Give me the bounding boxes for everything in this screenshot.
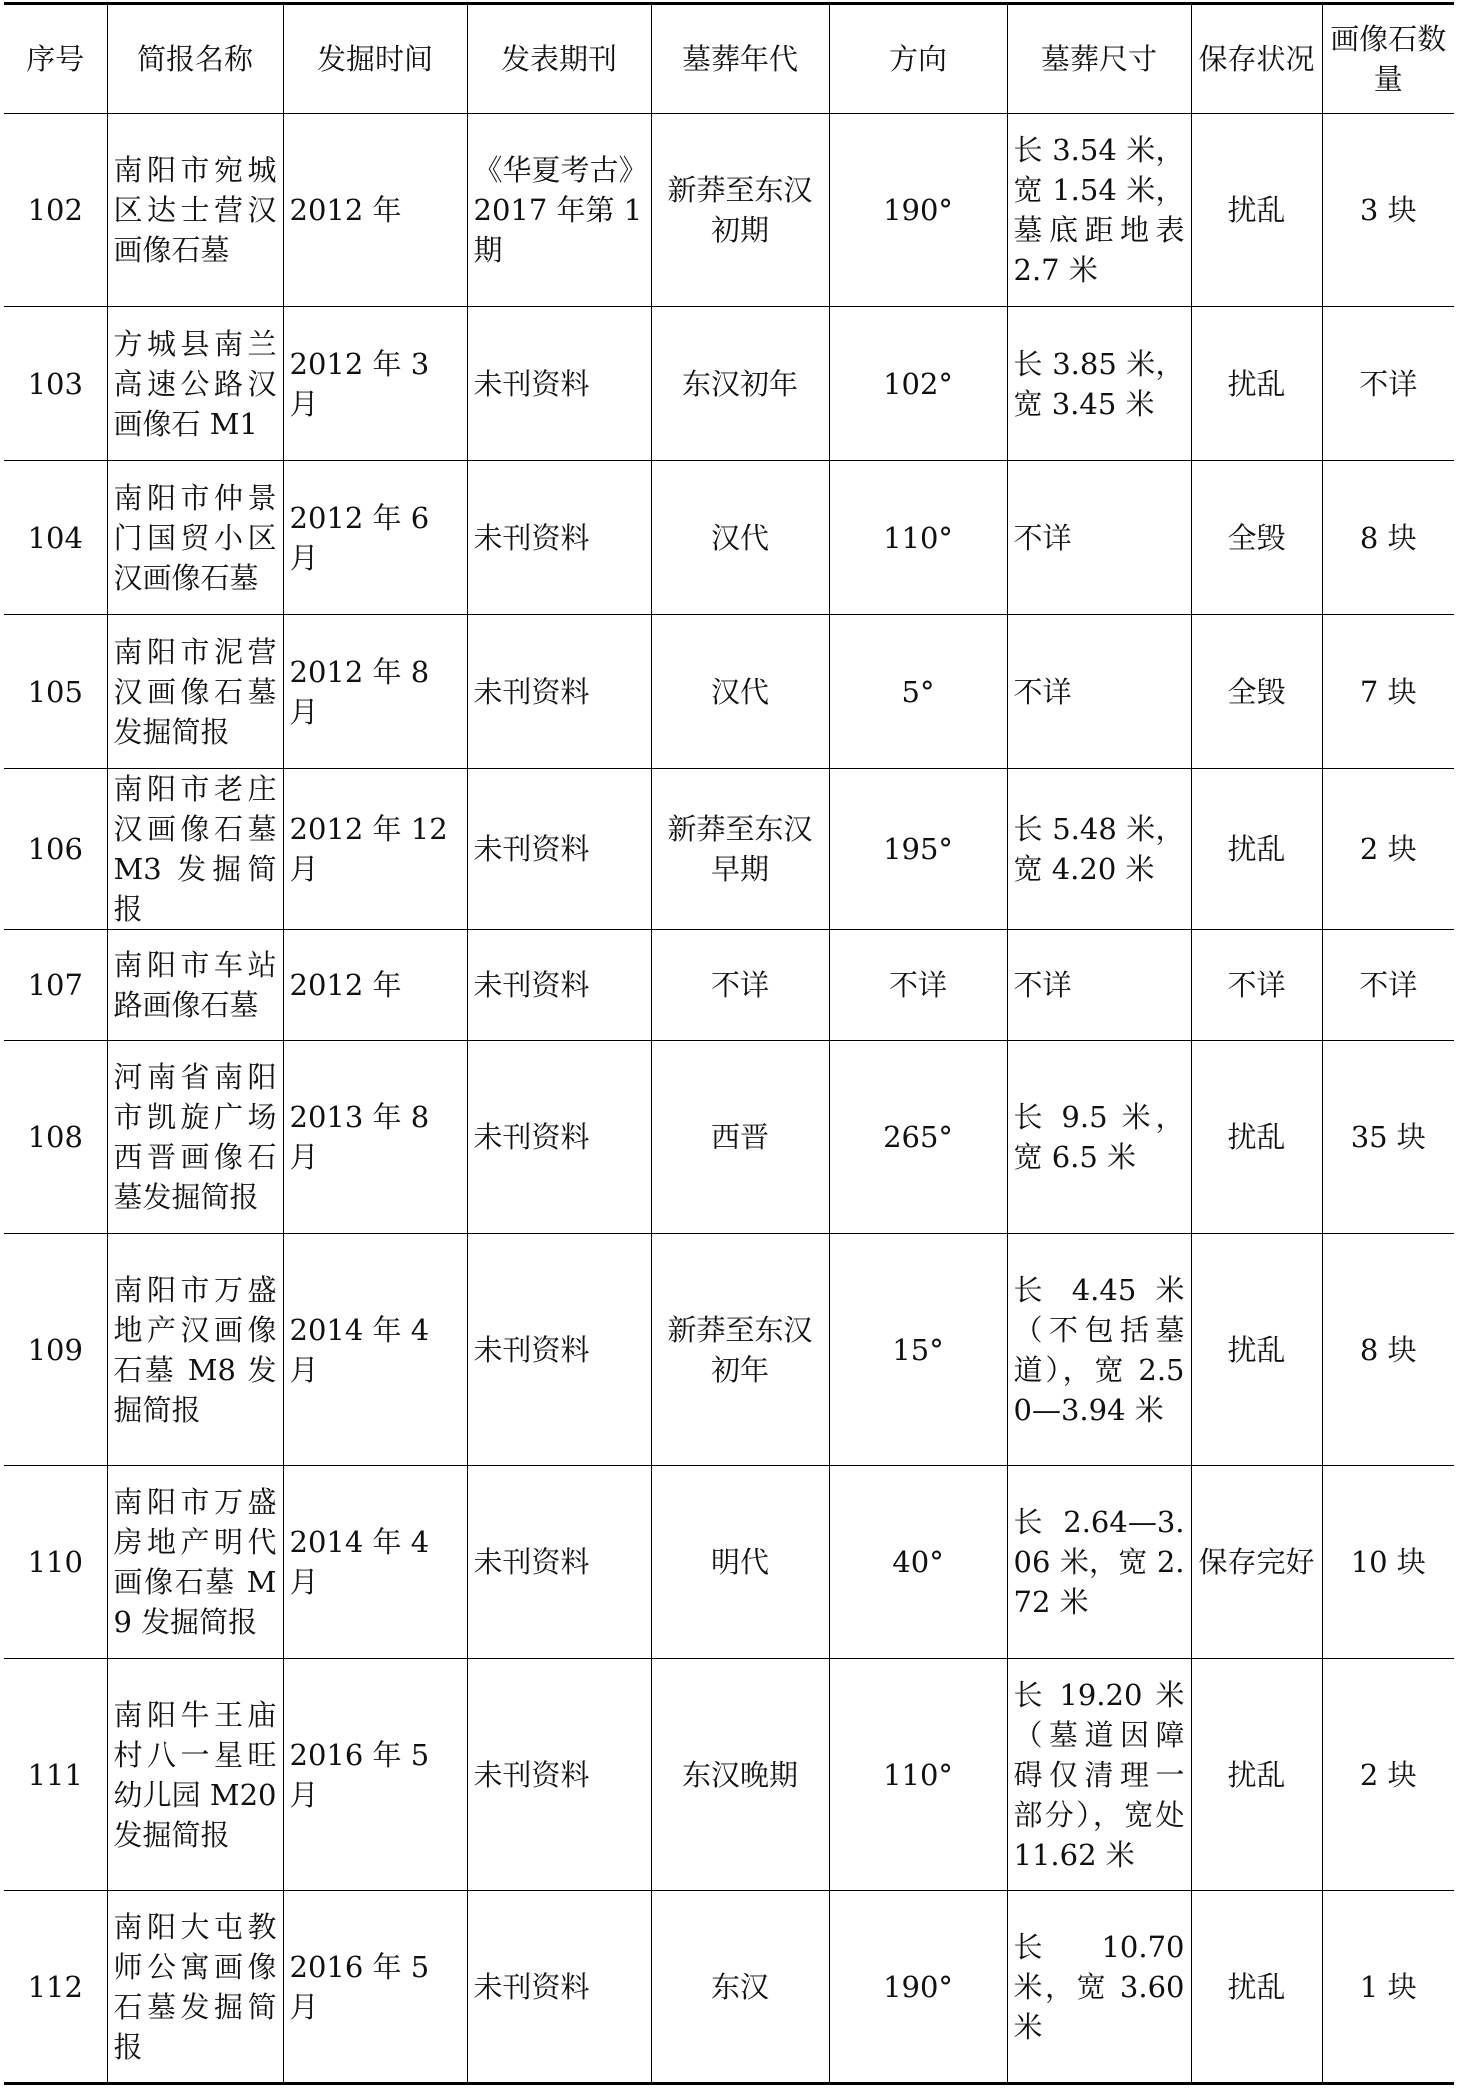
cell-num: 103: [4, 307, 107, 461]
cell-size: 不详: [1007, 615, 1191, 769]
cell-dir: 不详: [829, 930, 1007, 1041]
table-body: [4, 114, 1454, 2084]
cell-count: 8 块: [1322, 461, 1454, 615]
header-cell-journal: 发表期刊: [467, 4, 651, 114]
cell-era: 明代: [651, 1466, 829, 1659]
cell-num: 105: [4, 615, 107, 769]
cell-name: 南阳大屯教师公寓画像石墓发掘简报: [107, 1891, 283, 2084]
cell-dir: 190°: [829, 114, 1007, 307]
cell-count: 10 块: [1322, 1466, 1454, 1659]
cell-dir: 5°: [829, 615, 1007, 769]
cell-date: 2012 年 8 月: [283, 615, 467, 769]
cell-era: 西晋: [651, 1041, 829, 1234]
cell-name: 南阳市仲景门国贸小区汉画像石墓: [107, 461, 283, 615]
cell-date: 2016 年 5 月: [283, 1891, 467, 2084]
cell-era: 新莽至东汉初年: [651, 1234, 829, 1466]
cell-date: 2012 年: [283, 930, 467, 1041]
cell-size: 长 9.5 米，宽 6.5 米: [1007, 1041, 1191, 1234]
header-cell-date: 发掘时间: [283, 4, 467, 114]
cell-num: 107: [4, 930, 107, 1041]
cell-size: 不详: [1007, 461, 1191, 615]
cell-count: 2 块: [1322, 769, 1454, 930]
cell-era: 新莽至东汉初期: [651, 114, 829, 307]
cell-size: 长 19.20 米（墓道因障碍仅清理一部分），宽处 11.62 米: [1007, 1659, 1191, 1891]
cell-num: 106: [4, 769, 107, 930]
cell-name: 方城县南兰高速公路汉画像石 M1: [107, 307, 283, 461]
cell-name: 南阳市老庄汉画像石墓 M3 发掘简报: [107, 769, 283, 930]
cell-journal: 未刊资料: [467, 307, 651, 461]
cell-journal: 未刊资料: [467, 1659, 651, 1891]
cell-num: 102: [4, 114, 107, 307]
cell-size: 长 2.64—3.06 米，宽 2.72 米: [1007, 1466, 1191, 1659]
cell-state: 全毁: [1191, 615, 1322, 769]
cell-num: 104: [4, 461, 107, 615]
table-row: [4, 1466, 1454, 1659]
header-cell-count: 画像石数量: [1322, 4, 1454, 114]
header-cell-name: 简报名称: [107, 4, 283, 114]
cell-era: 东汉晚期: [651, 1659, 829, 1891]
cell-journal: 未刊资料: [467, 1041, 651, 1234]
header-cell-num: 序号: [4, 4, 107, 114]
cell-num: 112: [4, 1891, 107, 2084]
table-row: [4, 615, 1454, 769]
cell-date: 2012 年 12 月: [283, 769, 467, 930]
cell-dir: 40°: [829, 1466, 1007, 1659]
table-header: [4, 4, 1454, 114]
cell-dir: 102°: [829, 307, 1007, 461]
header-cell-era: 墓葬年代: [651, 4, 829, 114]
header-cell-state: 保存状况: [1191, 4, 1322, 114]
cell-size: 长 10.70 米，宽 3.60 米: [1007, 1891, 1191, 2084]
cell-era: 汉代: [651, 615, 829, 769]
cell-state: 全毁: [1191, 461, 1322, 615]
cell-journal: 未刊资料: [467, 769, 651, 930]
table-row: [4, 1234, 1454, 1466]
cell-count: 3 块: [1322, 114, 1454, 307]
cell-era: 新莽至东汉早期: [651, 769, 829, 930]
cell-size: 不详: [1007, 930, 1191, 1041]
cell-journal: 未刊资料: [467, 1891, 651, 2084]
cell-era: 不详: [651, 930, 829, 1041]
cell-date: 2016 年 5 月: [283, 1659, 467, 1891]
cell-num: 111: [4, 1659, 107, 1891]
cell-count: 不详: [1322, 930, 1454, 1041]
cell-count: 1 块: [1322, 1891, 1454, 2084]
cell-dir: 195°: [829, 769, 1007, 930]
cell-num: 108: [4, 1041, 107, 1234]
cell-count: 35 块: [1322, 1041, 1454, 1234]
cell-num: 109: [4, 1234, 107, 1466]
table-row: [4, 769, 1454, 930]
table-row: [4, 1041, 1454, 1234]
cell-state: 扰乱: [1191, 1041, 1322, 1234]
table-row: [4, 1891, 1454, 2084]
cell-era: 东汉初年: [651, 307, 829, 461]
cell-size: 长 4.45 米（不包括墓道），宽 2.50—3.94 米: [1007, 1234, 1191, 1466]
cell-count: 不详: [1322, 307, 1454, 461]
cell-name: 南阳市万盛地产汉画像石墓 M8 发掘简报: [107, 1234, 283, 1466]
cell-state: 扰乱: [1191, 1659, 1322, 1891]
table-row: [4, 114, 1454, 307]
header-cell-size: 墓葬尺寸: [1007, 4, 1191, 114]
cell-journal: 未刊资料: [467, 615, 651, 769]
cell-state: 扰乱: [1191, 769, 1322, 930]
tomb-records-table-wrap: [4, 2, 1454, 2085]
cell-date: 2014 年 4 月: [283, 1234, 467, 1466]
cell-state: 扰乱: [1191, 307, 1322, 461]
cell-journal: 未刊资料: [467, 1234, 651, 1466]
cell-count: 8 块: [1322, 1234, 1454, 1466]
cell-num: 110: [4, 1466, 107, 1659]
cell-era: 汉代: [651, 461, 829, 615]
cell-dir: 15°: [829, 1234, 1007, 1466]
cell-size: 长 5.48 米，宽 4.20 米: [1007, 769, 1191, 930]
cell-name: 南阳市万盛房地产明代画像石墓 M9 发掘简报: [107, 1466, 283, 1659]
cell-size: 长 3.85 米，宽 3.45 米: [1007, 307, 1191, 461]
cell-name: 南阳市宛城区达士营汉画像石墓: [107, 114, 283, 307]
cell-journal: 未刊资料: [467, 930, 651, 1041]
cell-name: 南阳牛王庙村八一星旺幼儿园 M20 发掘简报: [107, 1659, 283, 1891]
cell-date: 2012 年 6 月: [283, 461, 467, 615]
cell-dir: 110°: [829, 1659, 1007, 1891]
header-row: [4, 4, 1454, 114]
cell-state: 保存完好: [1191, 1466, 1322, 1659]
cell-date: 2013 年 8 月: [283, 1041, 467, 1234]
cell-dir: 110°: [829, 461, 1007, 615]
cell-state: 扰乱: [1191, 1891, 1322, 2084]
cell-journal: 未刊资料: [467, 461, 651, 615]
cell-name: 南阳市车站路画像石墓: [107, 930, 283, 1041]
cell-state: 扰乱: [1191, 114, 1322, 307]
cell-date: 2012 年 3 月: [283, 307, 467, 461]
tomb-records-table: [4, 2, 1454, 2085]
table-row: [4, 1659, 1454, 1891]
table-row: [4, 930, 1454, 1041]
cell-state: 不详: [1191, 930, 1322, 1041]
cell-name: 河南省南阳市凯旋广场西晋画像石墓发掘简报: [107, 1041, 283, 1234]
cell-state: 扰乱: [1191, 1234, 1322, 1466]
cell-era: 东汉: [651, 1891, 829, 2084]
cell-count: 2 块: [1322, 1659, 1454, 1891]
header-cell-dir: 方向: [829, 4, 1007, 114]
table-row: [4, 307, 1454, 461]
table-row: [4, 461, 1454, 615]
cell-journal: 未刊资料: [467, 1466, 651, 1659]
cell-date: 2014 年 4 月: [283, 1466, 467, 1659]
cell-dir: 190°: [829, 1891, 1007, 2084]
cell-name: 南阳市泥营汉画像石墓发掘简报: [107, 615, 283, 769]
cell-dir: 265°: [829, 1041, 1007, 1234]
cell-size: 长 3.54 米，宽 1.54 米，墓底距地表 2.7 米: [1007, 114, 1191, 307]
cell-date: 2012 年: [283, 114, 467, 307]
cell-count: 7 块: [1322, 615, 1454, 769]
cell-journal: 《华夏考古》2017 年第 1 期: [467, 114, 651, 307]
